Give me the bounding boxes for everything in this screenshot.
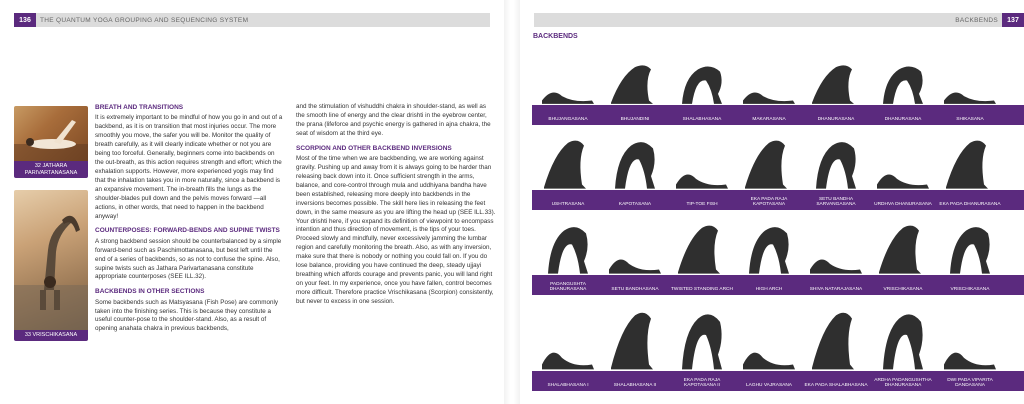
pose-figure-icon: [940, 214, 1000, 275]
book-gutter: [504, 0, 520, 404]
heading-backbends-in-other-sections: BACKBENDS IN OTHER SECTIONS: [95, 288, 205, 296]
pose-label: VRISCHIKASANA: [950, 287, 990, 293]
pose-figure-icon: [940, 129, 1000, 190]
pose-figure-icon: [538, 214, 598, 275]
pose-label: KAPOTASANA: [618, 202, 652, 208]
pose-figure-icon: [940, 56, 1000, 105]
pose-figure-icon: [873, 129, 933, 190]
pose-label: ARDHA PADANGUSHTHA DHANURASANA: [874, 377, 932, 389]
pose-figure-icon: [605, 56, 665, 105]
pose-figure-icon: [538, 56, 598, 105]
pose-figure-icon: [672, 299, 732, 371]
pose-figure-icon: [739, 129, 799, 190]
pose-row: [532, 56, 1024, 125]
right-page-number: 137: [1002, 13, 1024, 27]
right-running-header: [534, 13, 1024, 27]
paragraph-breath-and-transitions: It is extremely important to be mindful of how you go in and out of a backbend, as it is on transition that most injuries occur. The more smoothly you move, the safer you will be. Monitor the quality of breath carefully, as it will clearly indicate whether or not you are being too forceful. Generally, beginners come into backbends on the out-breath, as this action requires strength and effort; which the exhalation supports. However, more experienced yogis may find that the inhalation takes you in more naturally, since a backbend is an expansive movement. The in-breath fills the lungs as the shoulder-blades pull down and the pelvis moves forward —all actions, in other words, that need to happen in the backbend anyway!: [95, 114, 283, 220]
pose-figure-icon: [538, 299, 598, 371]
pose-label: SHIKASANA: [956, 117, 984, 123]
heading-breath-and-transitions: BREATH AND TRANSITIONS: [95, 104, 184, 111]
pose-label: SHALABHASANA: [682, 117, 722, 123]
pose-figure-icon: [672, 129, 732, 190]
left-page: [0, 0, 504, 404]
pose-label: BHUJANGASANA: [548, 117, 588, 123]
pose-figure-icon: [940, 299, 1000, 371]
pose-label: BHUJANDINI: [620, 117, 650, 123]
heading-counterposes: COUNTERPOSES: FORWARD-BENDS AND SUPINE TWISTS: [95, 227, 280, 235]
pose-figure-icon: [806, 214, 866, 275]
photo-jathara-parivartanasana: [14, 106, 88, 178]
pose-label: EKA PADA DHANURASANA: [939, 202, 1001, 208]
text-column-1: [95, 103, 283, 338]
pose-figure-icon: [739, 56, 799, 105]
yoga-twist-photo: [14, 106, 88, 161]
text-column-2: [296, 103, 496, 311]
pose-figure-icon: [739, 214, 799, 275]
pose-label: PADANGUSHTA DHANURASANA: [549, 281, 587, 293]
pose-label: SETU BANDHA SARVANGASANA: [816, 196, 856, 208]
pose-label: DWI PADA VIPARITA DANDASANA: [947, 377, 993, 389]
pose-label: SETU BANDHASANA: [611, 287, 659, 293]
page-title: BACKBENDS: [533, 33, 578, 40]
paragraph-backbends-in-other-sections: Some backbends such as Matsyasana (Fish Pose) are commonly taken into the finishing series. This is because they constitute a useful counter-pose to the shoulder-stand. Also, as a result of opening anahata chakra in previous backbends,: [95, 298, 279, 333]
right-page: [520, 0, 1024, 404]
left-running-head: THE QUANTUM YOGA GROUPING AND SEQUENCING SYSTEM: [40, 16, 249, 24]
pose-label: LAGHU VAJRASANA: [745, 383, 793, 389]
pose-figure-icon: [672, 214, 732, 275]
pose-label: DHANURASANA: [817, 117, 855, 123]
pose-figure-icon: [739, 299, 799, 371]
photo-vrischikasana: [14, 190, 88, 341]
pose-row: [532, 214, 1024, 295]
pose-row: [532, 129, 1024, 210]
pose-figure-icon: [672, 56, 732, 105]
pose-label: MAKARASANA: [752, 117, 786, 123]
pose-figure-icon: [873, 214, 933, 275]
left-running-header: [14, 13, 490, 27]
left-page-number: 136: [14, 13, 36, 27]
pose-label: EKA PADA RAJA KAPOTASANA II: [683, 377, 721, 389]
pose-row: [532, 299, 1024, 391]
pose-figure-icon: [806, 299, 866, 371]
pose-label: VRISCHIKASANA: [883, 287, 923, 293]
paragraph-counterposes: A strong backbend session should be counterbalanced by a simple forward-bend such as Paschimottanasana, but best left until the end of a series of backbends, so as not to confuse the spine. Also, supine twists such as Jathara Parivartanasana constitute appropriate counterposes (SEE ILL.32).: [95, 237, 282, 281]
pose-figure-icon: [806, 129, 866, 190]
scorpion-pose-photo: [14, 190, 88, 330]
pose-figure-icon: [605, 299, 665, 371]
pose-figure-icon: [605, 214, 665, 275]
pose-label: USHTRASANA: [551, 202, 585, 208]
pose-figure-icon: [538, 129, 598, 190]
pose-label: SHIVA NATARAJASANA: [809, 287, 863, 293]
pose-label: DHANURASANA: [884, 117, 922, 123]
pose-figure-icon: [873, 299, 933, 371]
pose-label: TWISTED STANDING ARCH: [670, 287, 733, 293]
right-running-head: BACKBENDS: [955, 16, 998, 24]
pose-label: URDHVA DHANURASANA: [874, 202, 932, 208]
paragraph-continuation: and the stimulation of vishuddhi chakra in shoulder-stand, as well as the smooth line of energy and the clear drishti in the eyebrow center, the prana (lifeforce and psychic energy is gathered in ajna chakra, the seat of wisdom at the third eye.: [296, 103, 491, 137]
heading-scorpion-inversions: SCORPION AND OTHER BACKBEND INVERSIONS: [296, 144, 452, 152]
pose-label: SHALABHASANA II: [613, 383, 657, 389]
pose-figure-icon: [605, 129, 665, 190]
pose-label: HIGH ARCH: [755, 287, 783, 293]
pose-label: SHALABHASANA I: [547, 383, 589, 389]
pose-figure-icon: [806, 56, 866, 105]
paragraph-scorpion-inversions: Most of the time when we are backbending, we are working against gravity. Pushing up and away from it is always going to be harder than releasing back down into it. Once sufficient strength in the arms, balance, and core-control through mula and uddhiyana bandha have been established, releasing more deeply into backbends in the inversions becomes possible. The skill here lies in releasing the feet down, in the same measure as you are lifting the head up (SEE ILL.33). Your drishti here, if you expand its definition of viewpoint to encompass intention and thus direction of movement, is the tips of your toes. Proceed slowly and mindfully, never excessively jamming the lumbar region and carefully monitoring the breath. Also, as with any inversion, make sure that there is nobody or nothing you could fall on. If you do lose balance, providing you have continued the deep, steady ujjayi breathing which affords courage and prevents panic, you will land right on your feet. In my experience, once you have fallen, control becomes more difficult. Therefore practice Vrischikasana (Scorpion) consistently, but never to excess in one session.: [296, 154, 496, 305]
photo-caption-32: 32 JATHARA PARIVARTANASANA: [14, 161, 88, 178]
pose-label: EKA PADA SHALABHASANA: [804, 383, 868, 389]
photo-caption-33: 33 VRISCHIKASANA: [14, 330, 88, 341]
pose-label: EKA PADA RAJA KAPOTASANA: [750, 196, 788, 208]
pose-figure-icon: [873, 56, 933, 105]
pose-label: TIP-TOE FISH: [686, 202, 718, 208]
